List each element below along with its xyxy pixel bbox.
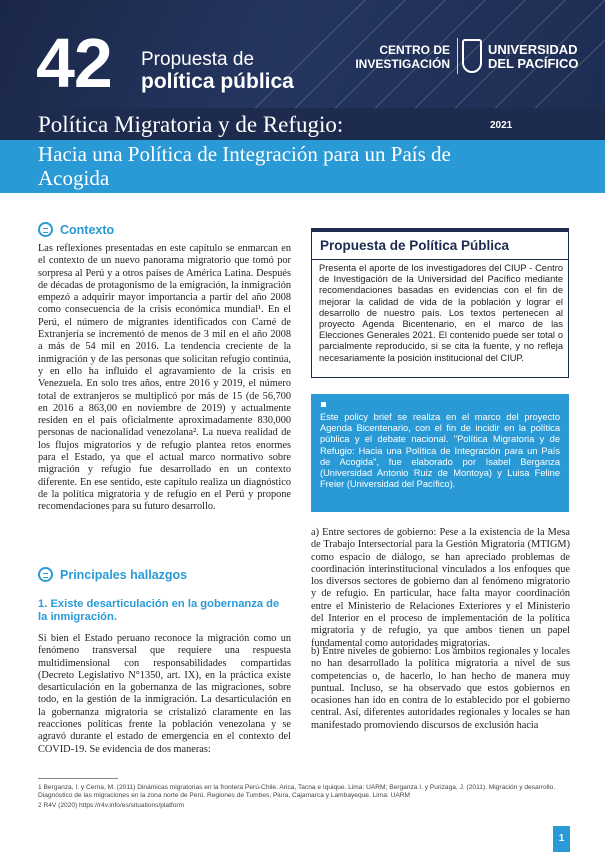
- hallazgo-1-text: Si bien el Estado peruano reconoce la migración como un fenómeno transversal que requiere una respuesta multidimensional con responsabilidades compartidas (Decreto Legislativo N°1350, art. IX), en la práctica existe desarticulación en la gobernanza de las migraciones, sobre todo, en la gestión de la inmigración. La desarticulación en la gobernanza migratoria se cristalizó claramente en las reacciones políticas frente la población venezolana y se agravó durante el estado de emergencia en el contexto del COVID-19. Se evidencia de dos maneras:: [38, 633, 291, 755]
- propuesta-box-rule: [312, 259, 568, 260]
- logo-centro: [352, 43, 450, 71]
- paragraph-a: a) Entre sectores de gobierno: Pese a la existencia de la Mesa de Trabajo Intersectorial para la Gestión Migratoria (MTIGM) como espacio de diálogo, se han apreciado problemas de coordinación interinstitucional vinculados a los enfoques que los diversos sectores de gobierno dan al fenómeno migratorio y de refugio. En particular, hace falta mayor coordinación entre el Ministerio de Relaciones Exteriores y el Ministerio del Interior en el proceso de implementación de la política migratoria y de refugio, ya que ambos tienen un papel fundamental como autoridades migratorias.: [311, 527, 570, 649]
- footnote-2: 2 R4V (2020) https://r4v.info/es/situations/platform: [38, 802, 185, 809]
- issue-number: 42: [36, 24, 112, 102]
- hallazgos-heading: [38, 567, 187, 582]
- logo-centro-line-1: CENTRO DE: [379, 43, 450, 57]
- paragraph-b: b) Entre niveles de gobierno: Los ámbitos regionales y locales no han desarrollado la política migratoria a nivel de sus competencias o, de hacerlo, lo han hecho de manera muy puntual. Incluso, se ha observado que estos gobiernos en ocasiones han ido en contra de lo establecido por el gobierno central. Así, diferentes autoridades regionales y locales se han manifestado promoviendo discursos de exclusión hacia: [311, 646, 570, 731]
- logo-divider: [457, 38, 458, 74]
- propuesta-line-1: Propuesta de: [141, 49, 255, 70]
- propuesta-box-text: Presenta el aporte de los investigadores del CIUP - Centro de Investigación de la Universidad del Pacífico mediante recomendaciones basadas en evidencias con el fin de mejorar la calidad de vida de la población y lograr el desarrollo de nuestro país. Los textos pertenecen al proyecto Agenda Bicentenario, en el marco de las Elecciones Generales 2021. El contenido puede ser total o parcialmente reproducido, si se cita la fuente, y no refleja necesariamente la posición institucional del CIUP.: [319, 263, 563, 363]
- bullet-square-icon: [321, 402, 326, 407]
- propuesta-box-heading: Propuesta de Política Pública: [320, 238, 510, 253]
- university-shield-icon: [462, 39, 482, 73]
- chat-bubble-icon: [38, 222, 53, 237]
- contexto-paragraph: Las reflexiones presentadas en este capítulo se enmarcan en el contexto de un nuevo panorama migratorio que tomó por sorpresa al Perú y a otros países de América Latina. Después de décadas de protagonismo de la emigración, la inmigración empezó a adquirir mayor importancia a partir del año 2008 como consecuencia de la crisis económica mundial¹. En el Perú, el número de migrantes identificados con Carné de Extranjería se incrementó de menos de 3 mil en el año 2008 a más de 54 mil en 2016. La tendencia creciente de la inmigración y de las personas que solicitan refugio continúa, y en ello ha influido el agravamiento de la crisis en Venezuela. En solo tres años, entre 2016 y 2019, el número total de extranjeros se multiplicó por más de 15 (de 56,700 en 2016 a 863,00 en noviembre de 2019) y actualmente residen en el país oficialmente aproximadamente 830,000 personas de nacionalidad venezolana². La nueva realidad de los flujos migratorios y de refugio plantea retos enormes para el Estado, ya que el actual marco normativo sobre migración y refugio fue desarrollado en un contexto diferente. En ese sentido, este capítulo realiza un diagnóstico de la política migratoria y de refugio en el Perú y propone recomendaciones para su futuro desarrollo.: [38, 243, 291, 513]
- title-band: [0, 108, 605, 140]
- logo-universidad: [488, 43, 598, 71]
- propuesta-box: [311, 228, 569, 378]
- hallazgos-heading-label: Principales hallazgos: [60, 567, 188, 582]
- document-subtitle: Hacia una Política de Integración para un País de Acogida: [38, 142, 451, 190]
- footnote-1: 1 Berganza, I. y Cerna, M. (2011) Dinámicas migratorias en la frontera Perú-Chile. Arica, Tacna e Iquique. Lima: UARM; Berganza I. y Purizaga, J. (2011). Migración y desarrollo. Diagnóstico de las migraciones en la zona norte de Perú. Regiones de Tumbes, Piura, Cajamarca y Lambayeque. Lima: UARM: [38, 784, 556, 799]
- logo-univ-line-1: UNIVERSIDAD: [488, 42, 578, 57]
- contexto-heading: [38, 222, 114, 237]
- year: 2021: [490, 120, 513, 131]
- document-title: Política Migratoria y de Refugio:: [38, 112, 344, 137]
- policy-brief-text: Este policy brief se realiza en el marco del proyecto Agenda Bicentenario, con el fin de incidir en la política pública y el debate nacional. "Política Migratoria y de Refugio: Hacia una Política de Integración para un País de Acogida", fue elaborado por Isabel Berganza (Universidad Antonio Ruiz de Montoya) y Luisa Feline Freier (Universidad del Pacífico).: [320, 412, 560, 490]
- subtitle-band: [0, 140, 605, 193]
- logo-univ-line-2: DEL PACÍFICO: [488, 56, 579, 71]
- logo-centro-line-2: INVESTIGACIÓN: [355, 57, 450, 71]
- chat-bubble-icon: [38, 567, 53, 582]
- page-number: 1: [553, 826, 570, 852]
- hallazgo-1-heading: 1. Existe desarticulación en la gobernanza de la inmigración.: [38, 598, 280, 623]
- policy-brief-box: [311, 394, 569, 512]
- propuesta-line-2: política pública: [141, 70, 294, 93]
- contexto-heading-label: Contexto: [60, 222, 115, 237]
- footnote-rule: [38, 778, 118, 779]
